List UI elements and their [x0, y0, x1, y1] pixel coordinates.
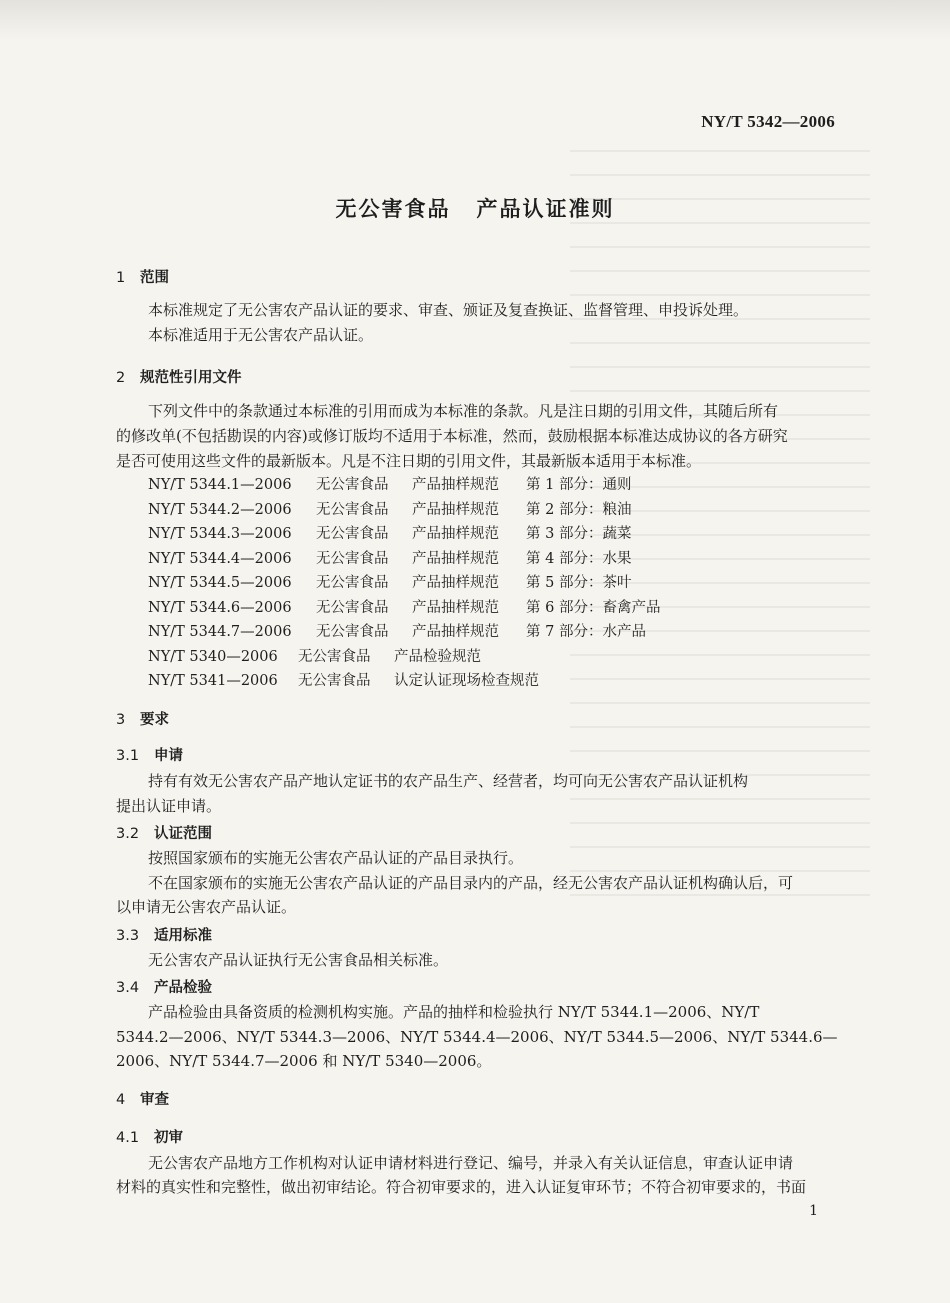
- section-3-1-line-2: 提出认证申请。: [116, 797, 222, 815]
- section-3-2-line-1: 按照国家颁布的实施无公害农产品认证的产品目录执行。: [148, 849, 524, 867]
- reference-item: NY/T 5340—2006 无公害食品 产品检验规范: [148, 649, 481, 665]
- section-4-heading: 4 审查: [116, 1092, 169, 1108]
- section-4-1-line-1: 无公害农产品地方工作机构对认证申请材料进行登记、编号，并录入有关认证信息，审查认证申请: [148, 1154, 794, 1172]
- reference-item: NY/T 5344.6—2006 无公害食品 产品抽样规范 第 6 部分：畜禽产品: [148, 600, 661, 616]
- reference-item: NY/T 5344.5—2006 无公害食品 产品抽样规范 第 5 部分：茶叶: [148, 575, 632, 591]
- section-3-4-line-3: 2006、NY/T 5344.7—2006 和 NY/T 5340—2006。: [116, 1052, 492, 1070]
- standard-number: NY/T 5342—2006: [701, 112, 835, 131]
- scan-top-shadow: [0, 0, 950, 40]
- page-title: [0, 193, 950, 223]
- reference-item: NY/T 5344.4—2006 无公害食品 产品抽样规范 第 4 部分：水果: [148, 551, 632, 567]
- reference-item: NY/T 5344.3—2006 无公害食品 产品抽样规范 第 3 部分：蔬菜: [148, 526, 632, 542]
- page-number: 1: [809, 1203, 818, 1219]
- section-4-1-line-2: 材料的真实性和完整性，做出初审结论。符合初审要求的，进入认证复审环节；不符合初审要求的，书面: [116, 1178, 807, 1196]
- reference-item: NY/T 5344.1—2006 无公害食品 产品抽样规范 第 1 部分：通则: [148, 477, 632, 493]
- section-3-4-line-1: 产品检验由具备资质的检测机构实施。产品的抽样和检验执行 NY/T 5344.1—2006、NY/T: [148, 1003, 760, 1021]
- section-3-3-heading: 3.3 适用标准: [116, 928, 212, 944]
- section-4-1-heading: 4.1 初审: [116, 1130, 183, 1146]
- section-3-1-heading: 3.1 申请: [116, 748, 183, 764]
- section-3-2-line-3: 以申请无公害农产品认证。: [116, 898, 297, 916]
- reference-item: NY/T 5344.7—2006 无公害食品 产品抽样规范 第 7 部分：水产品: [148, 624, 646, 640]
- section-2-line-2: 的修改单(不包括勘误的内容)或修订版均不适用于本标准，然而，鼓励根据本标准达成协议的各方研究: [116, 427, 788, 445]
- section-2-line-3: 是否可使用这些文件的最新版本。凡是不注日期的引用文件，其最新版本适用于本标准。: [116, 452, 702, 470]
- section-2-heading: 2 规范性引用文件: [116, 370, 242, 386]
- section-3-2-heading: 3.2 认证范围: [116, 826, 212, 842]
- section-1-para-2: 本标准适用于无公害农产品认证。: [148, 326, 374, 344]
- reference-item: NY/T 5344.2—2006 无公害食品 产品抽样规范 第 2 部分：粮油: [148, 502, 632, 518]
- section-3-4-line-2: 5344.2—2006、NY/T 5344.3—2006、NY/T 5344.4—2006、NY/T 5344.5—2006、NY/T 5344.6—: [116, 1028, 838, 1046]
- section-3-4-heading: 3.4 产品检验: [116, 980, 212, 996]
- reference-item: NY/T 5341—2006 无公害食品 认定认证现场检查规范: [148, 673, 539, 689]
- title-part2: 产品认证准则: [476, 197, 615, 221]
- section-3-3-line-1: 无公害农产品认证执行无公害食品相关标准。: [148, 951, 449, 969]
- section-2-line-1: 下列文件中的条款通过本标准的引用而成为本标准的条款。凡是注日期的引用文件，其随后所有: [148, 402, 779, 420]
- section-3-1-line-1: 持有有效无公害农产品产地认定证书的农产品生产、经营者，均可向无公害农产品认证机构: [148, 772, 749, 790]
- section-3-heading: 3 要求: [116, 712, 169, 728]
- section-1-heading: 1 范围: [116, 270, 169, 286]
- section-3-2-line-2: 不在国家颁布的实施无公害农产品认证的产品目录内的产品，经无公害农产品认证机构确认后，可: [148, 874, 794, 892]
- title-part1: 无公害食品: [335, 197, 451, 221]
- section-1-para-1: 本标准规定了无公害农产品认证的要求、审查、颁证及复查换证、监督管理、申投诉处理。: [148, 301, 749, 319]
